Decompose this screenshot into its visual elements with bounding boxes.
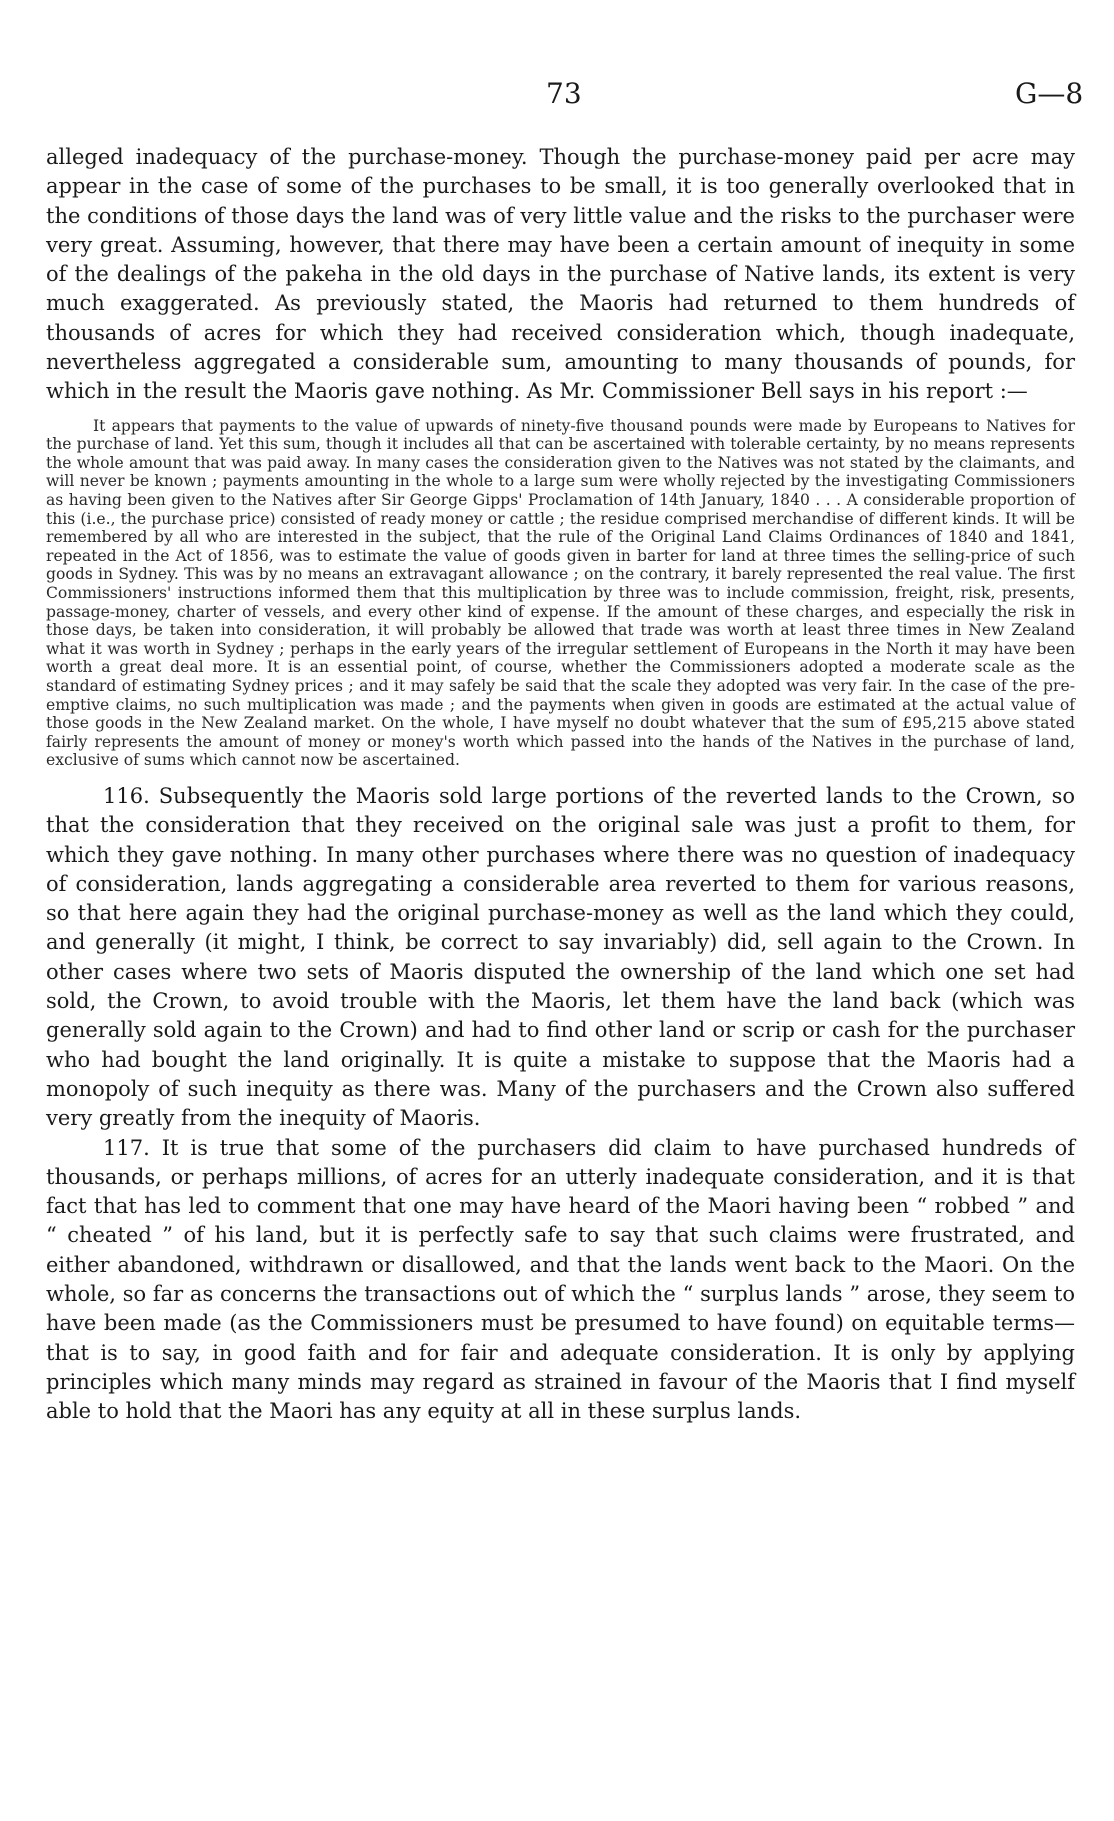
page-number: 73 xyxy=(546,77,582,110)
document-code: G—8 xyxy=(1015,77,1084,110)
paragraph-117: 117. It is true that some of the purchasers did claim to have purchased hundreds of thousands, or perhaps millions, of acres for an utterly inadequate consideration, and it is that fact that has led to comment that one may have heard of the Maori having been “ robbed ” and “ cheated ” of his land, but it is perfectly safe to say that such claims were frustrated, and either abandoned, withdrawn or disallowed, and that the lands went back to the Maori. On the whole, so far as concerns the transactions out of which the “ surplus lands ” arose, they seem to have been made (as the Commissioners must be presumed to have found) on equitable terms—that is to say, in good faith and for fair and adequate consideration. It is only by applying principles which many minds may regard as strained in favour of the Maoris that I find myself able to hold that the Maori has any equity at all in these surplus lands. xyxy=(46,1135,1075,1424)
paragraph-116: 116. Subsequently the Maoris sold large portions of the reverted lands to the Crown, so that the consideration that they received on the original sale was just a profit to them, for which they gave nothing. In many other purchases where there was no question of inadequacy of consideration, lands aggregating a considerable area reverted to them for various reasons, so that here again they had the original purchase-money as well as the land which they could, and generally (it might, I think, be correct to say invariably) did, sell again to the Crown. In other cases where two sets of Maoris disputed the ownership of the land which one set had sold, the Crown, to avoid trouble with the Maoris, let them have the land back (which was generally sold again to the Crown) and had to find other land or scrip or cash for the purchaser who had bought the land originally. It is quite a mistake to suppose that the Maoris had a monopoly of such inequity as there was. Many of the purchasers and the Crown also suffered very greatly from the inequity of Maoris. xyxy=(46,783,1075,1131)
page-body xyxy=(46,143,1075,1426)
paragraph-continuation: alleged inadequacy of the purchase-money. Though the purchase-money paid per acre may appear in the case of some of the purchases to be small, it is too generally overlooked that in the conditions of those days the land was of very little value and the risks to the purchaser were very great. Assuming, however, that there may have been a certain amount of inequity in some of the dealings of the pakeha in the old days in the purchase of Native lands, its extent is very much exaggerated. As previously stated, the Maoris had returned to them hundreds of thousands of acres for which they had received consideration which, though inadequate, nevertheless aggregated a considerable sum, amounting to many thousands of pounds, for which in the result the Maoris gave nothing. As Mr. Commissioner Bell says in his report :— xyxy=(46,145,1075,404)
block-quote-bell-report: It appears that payments to the value of upwards of ninety-five thousand pounds were made by Europeans to Natives for the purchase of land. Yet this sum, though it includes all that can be ascertained with tolerable certainty, by no means represents the whole amount that was paid away. In many cases the consideration given to the Natives was not stated by the claimants, and will never be known ; payments amounting in the whole to a large sum were wholly rejected by the investigating Commissioners as having been given to the Natives after Sir George Gipps' Proclamation of 14th January, 1840 . . . A considerable proportion of this (i.e., the purchase price) consisted of ready money or cattle ; the residue comprised merchandise of different kinds. It will be remembered by all who are interested in the subject, that the rule of the Original Land Claims Ordinances of 1840 and 1841, repeated in the Act of 1856, was to estimate the value of goods given in barter for land at three times the selling-price of such goods in Sydney. This was by no means an extravagant allowance ; on the contrary, it barely represented the real value. The first Commissioners' instructions informed them that this multiplication by three was to include commission, freight, risk, presents, passage-money, charter of vessels, and every other kind of expense. If the amount of these charges, and especially the risk in those days, be taken into consideration, it will probably be allowed that trade was worth at least three times in New Zealand what it was worth in Sydney ; perhaps in the early years of the irregular settlement of Europeans in the North it may have been worth a great deal more. It is an essential point, of course, whether the Commissioners adopted a moderate scale as the standard of estimating Sydney prices ; and it may safely be said that the scale they adopted was very fair. In the case of the pre-emptive claims, no such multiplication was made ; and the payments when given in goods are estimated at the actual value of those goods in the New Zealand market. On the whole, I have myself no doubt whatever that the sum of £95,215 above stated fairly represents the amount of money or money's worth which passed into the hands of the Natives in the purchase of land, exclusive of sums which cannot now be ascertained. xyxy=(46,416,1075,770)
